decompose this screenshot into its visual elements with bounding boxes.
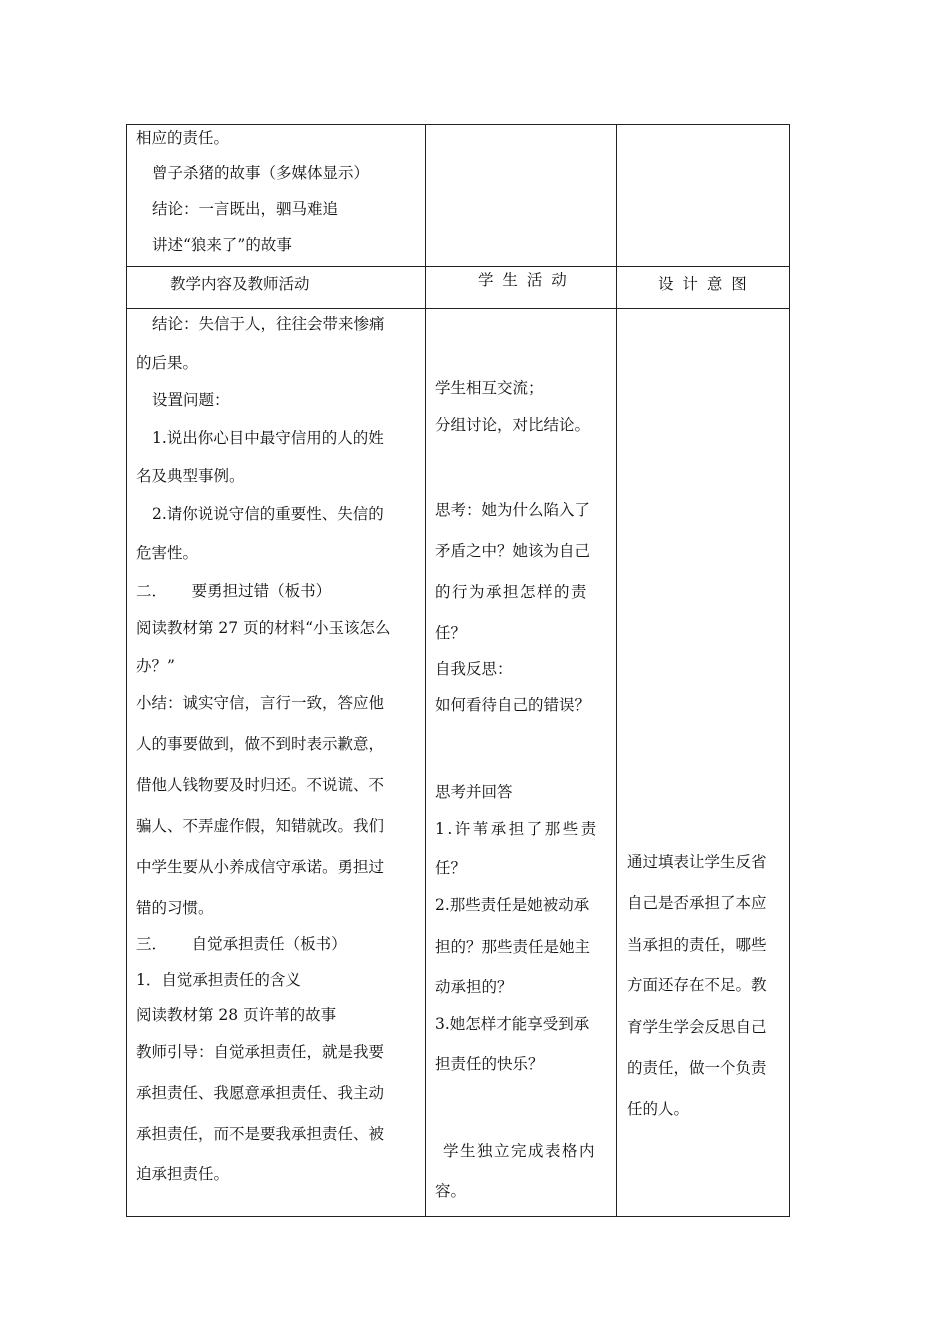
body-text-col3: 方面还存在不足。教	[627, 976, 767, 994]
table-border-right	[789, 124, 790, 1217]
body-text-col1: 承担责任，而不是要我承担责任、被	[136, 1125, 385, 1143]
top-cell-text: 曾子杀猪的故事（多媒体显示）	[152, 164, 370, 182]
body-text-col3: 自己是否承担了本应	[627, 894, 767, 912]
body-text-col2: 任？	[435, 859, 467, 877]
body-text-col2: 矛盾之中？她该为自己	[435, 542, 591, 560]
body-text-col3: 任的人。	[627, 1100, 690, 1118]
body-text-col1: 阅读教材第 28 页许苇的故事	[136, 1006, 337, 1024]
header-design-intent: 设 计 意 图	[658, 275, 749, 293]
body-text-col2: 担的？那些责任是她主	[435, 938, 591, 956]
body-text-col1: 承担责任、我愿意承担责任、我主动	[136, 1084, 385, 1102]
table-border-left	[126, 124, 127, 1217]
body-text-col1: 办？”	[136, 657, 175, 675]
body-text-col3: 通过填表让学生反省	[627, 853, 767, 871]
body-text-col1: 小结：诚实守信，言行一致，答应他	[136, 694, 385, 712]
body-text-col2: 分组讨论，对比结论。	[435, 416, 591, 434]
body-text-col1: 的后果。	[136, 354, 199, 372]
body-text-col1: 1.说出你心目中最守信用的人的姓	[152, 429, 384, 447]
body-text-col2: 的行为承担怎样的责	[435, 583, 589, 601]
body-text-col2: 容。	[435, 1182, 467, 1200]
body-text-col1: 2.请你说说守信的重要性、失信的	[152, 505, 384, 523]
table-divider-1	[425, 124, 426, 1217]
body-text-col1: 结论：失信于人，往往会带来惨痛	[152, 315, 385, 333]
body-text-col2: 任？	[435, 624, 467, 642]
body-text-col1: 阅读教材第 27 页的材料“小玉该怎么	[136, 619, 391, 637]
body-text-col1: 危害性。	[136, 544, 199, 562]
body-text-col2: 担责任的快乐？	[435, 1055, 544, 1073]
body-text-col1: 三． 自觉承担责任（板书）	[136, 935, 347, 953]
body-text-col2: 如何看待自己的错误？	[435, 696, 591, 714]
top-cell-text: 讲述“狼来了”的故事	[152, 236, 292, 254]
header-student-activity: 学 生 活 动	[478, 271, 569, 289]
body-text-col2: 动承担的？	[435, 978, 513, 996]
body-text-col1: 二． 要勇担过错（板书）	[136, 582, 332, 600]
body-text-col1: 1．自觉承担责任的含义	[136, 971, 301, 989]
body-text-col1: 借他人钱物要及时归还。不说谎、不	[136, 776, 385, 794]
body-text-col2: 思考：她为什么陷入了	[435, 501, 591, 519]
body-text-col2: 学生相互交流；	[435, 379, 544, 397]
table-border-top	[126, 124, 790, 125]
body-text-col3: 的责任，做一个负责	[627, 1059, 767, 1077]
top-cell-text: 结论：一言既出，驷马难追	[152, 200, 339, 218]
table-rule-header-top	[126, 266, 790, 267]
body-text-col3: 当承担的责任，哪些	[627, 936, 767, 954]
body-text-col2: 1.许苇承担了那些责	[435, 820, 599, 838]
body-text-col1: 名及典型事例。	[136, 467, 245, 485]
body-text-col1: 教师引导：自觉承担责任，就是我要	[136, 1043, 385, 1061]
body-text-col2: 3.她怎样才能享受到承	[435, 1015, 590, 1033]
table-divider-2	[616, 124, 617, 1217]
body-text-col1: 骗人、不弄虚作假，知错就改。我们	[136, 817, 385, 835]
body-text-col1: 错的习惯。	[136, 899, 214, 917]
body-text-col2: 自我反思：	[435, 660, 513, 678]
body-text-col1: 迫承担责任。	[136, 1165, 230, 1183]
body-text-col3: 育学生学会反思自己	[627, 1018, 767, 1036]
table-border-bottom	[126, 1216, 790, 1217]
body-text-col1: 设置问题：	[152, 391, 230, 409]
top-cell-text: 相应的责任。	[136, 129, 230, 147]
body-text-col2: 2.那些责任是她被动承	[435, 896, 590, 914]
body-text-col2: 思考并回答	[435, 783, 513, 801]
table-rule-header-bottom	[126, 308, 790, 309]
header-teaching-content: 教学内容及教师活动	[170, 275, 310, 293]
body-text-col1: 人的事要做到，做不到时表示歉意，	[136, 735, 385, 753]
body-text-col1: 中学生要从小养成信守承诺。勇担过	[136, 858, 385, 876]
body-text-col2: 学生独立完成表格内	[443, 1142, 597, 1160]
